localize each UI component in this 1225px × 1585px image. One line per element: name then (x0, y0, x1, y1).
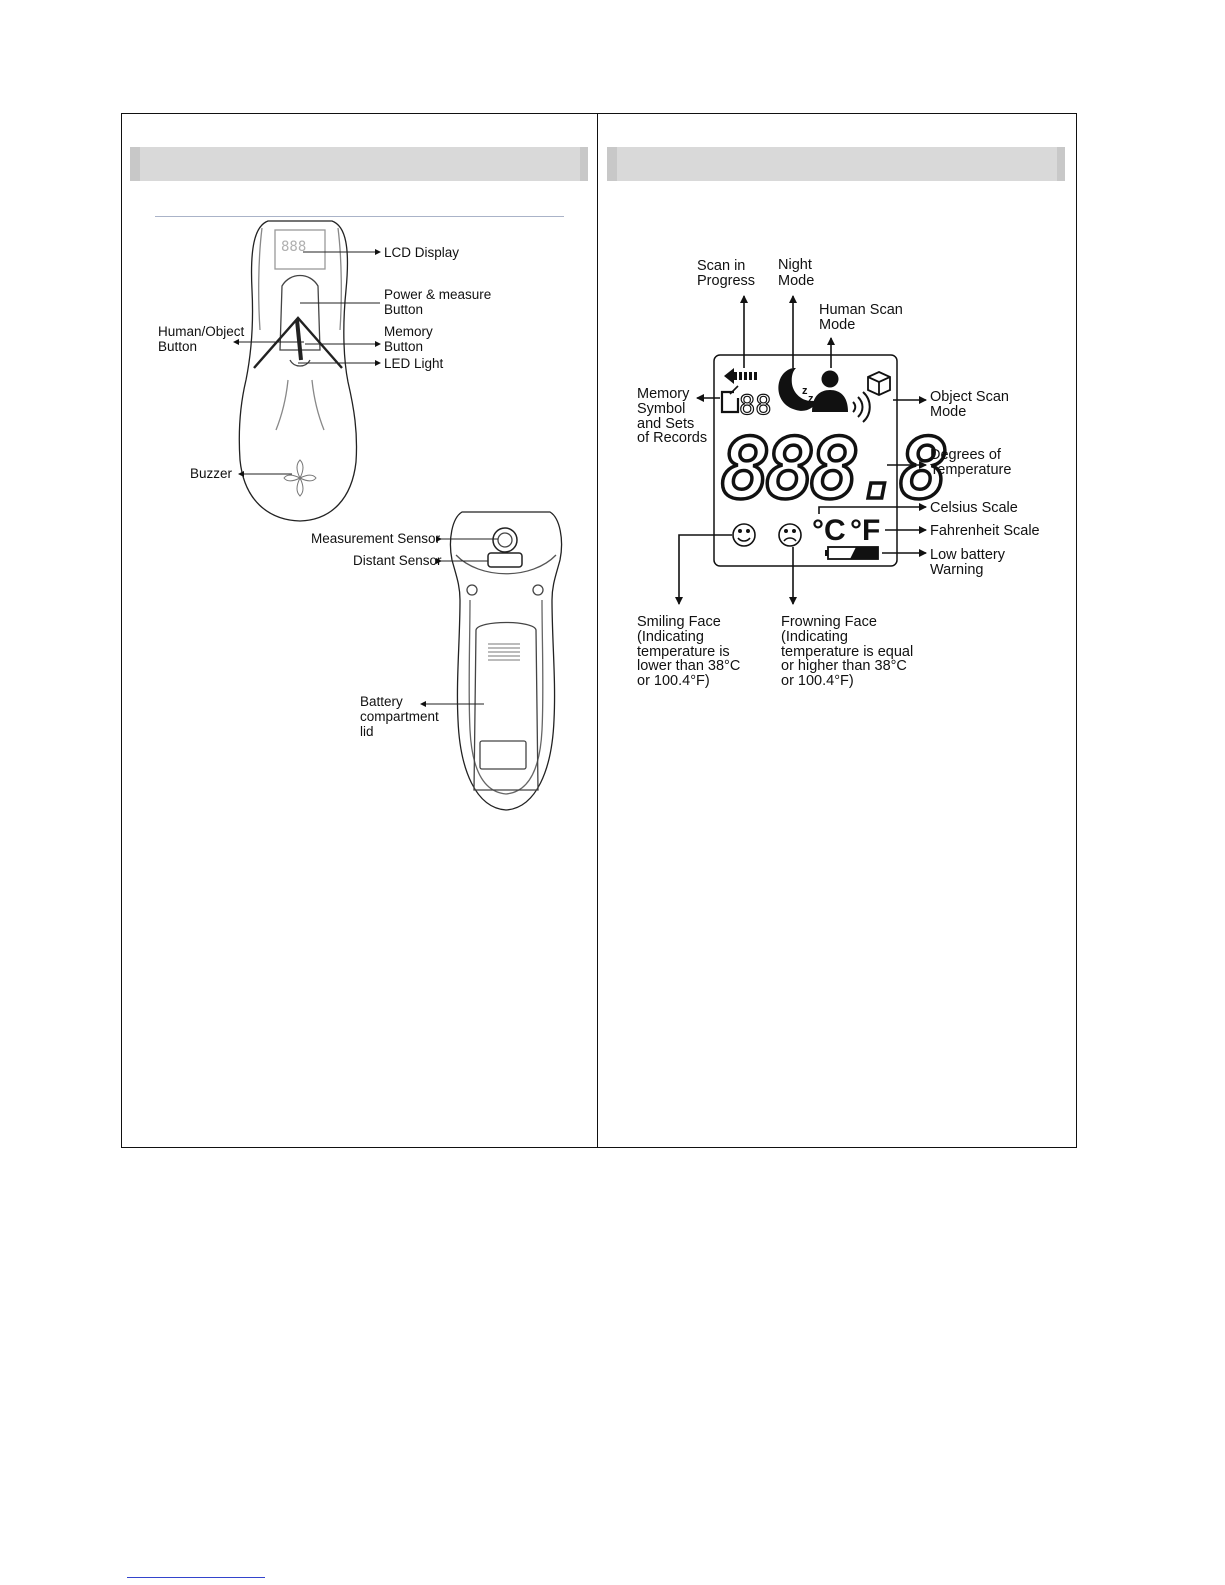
battery-lid-label-line1: Battery (360, 694, 403, 709)
led-light-label: LED Light (384, 356, 444, 371)
buzzer-icon (284, 460, 316, 496)
celsius-symbol: °C (812, 514, 846, 547)
measurement-sensor-label: Measurement Sensor (311, 531, 441, 546)
memory-button-label-line1: Memory (384, 324, 433, 339)
memory-symbol-label-line1: Memory (637, 386, 690, 402)
fahrenheit-scale-label: Fahrenheit Scale (930, 523, 1040, 539)
human-object-label-line1: Human/Object (158, 324, 245, 339)
memory-record-digits: 88 (739, 390, 772, 421)
frowning-face-icon (779, 524, 801, 546)
smiling-face-label-line5: or 100.4°F) (637, 673, 710, 689)
object-scan-label-line1: Object Scan (930, 389, 1009, 405)
frowning-face-label-line1: Frowning Face (781, 614, 877, 630)
temperature-digits: 888.8 (720, 420, 943, 518)
vent-grille-icon (488, 644, 520, 660)
scan-progress-icon (724, 368, 757, 384)
low-battery-icon (825, 547, 878, 559)
night-mode-label-line2: Mode (778, 273, 815, 289)
smiling-face-label-line3: temperature is (637, 644, 730, 660)
frowning-face-label-line5: or 100.4°F) (781, 673, 854, 689)
power-measure-label-line1: Power & measure (384, 287, 492, 302)
thermometer-back-view (450, 512, 561, 810)
left-callout-lines (234, 252, 380, 474)
smiling-face-icon (733, 524, 755, 546)
degrees-label-line2: Temperature (930, 462, 1012, 478)
low-battery-label-line2: Warning (930, 562, 984, 578)
human-scan-label-line1: Human Scan (819, 302, 903, 318)
power-measure-label-line2: Button (384, 302, 424, 317)
footer-link-underline (127, 1577, 265, 1578)
battery-lid-label-line3: lid (360, 724, 374, 739)
distant-sensor-label: Distant Sensor (353, 553, 442, 568)
object-scan-label-line2: Mode (930, 404, 967, 420)
memory-symbol-icon (722, 386, 738, 412)
celsius-scale-label: Celsius Scale (930, 500, 1018, 516)
night-mode-label-line1: Night (778, 257, 812, 273)
smiling-face-label-line4: lower than 38°C (637, 658, 741, 674)
scan-progress-label-line2: Progress (697, 273, 756, 289)
lcd-display-label: LCD Display (384, 245, 460, 260)
device-lcd-digits: 888 (281, 239, 307, 255)
degrees-label-line1: Degrees of (930, 447, 1001, 463)
human-scan-person-icon (812, 371, 848, 413)
low-battery-label-line1: Low battery (930, 547, 1005, 563)
frowning-face-label-line4: or higher than 38°C (781, 658, 907, 674)
buzzer-label: Buzzer (190, 466, 233, 481)
frowning-face-label-line2: (Indicating (781, 629, 848, 645)
smiling-face-label-line1: Smiling Face (637, 614, 721, 630)
fahrenheit-symbol: °F (850, 514, 881, 547)
signal-waves-icon (853, 392, 870, 422)
human-scan-label-line2: Mode (819, 317, 856, 333)
memory-symbol-label-line2: Symbol (637, 401, 686, 417)
memory-symbol-label-line4: of Records (637, 430, 708, 446)
scan-progress-label-line1: Scan in (697, 258, 746, 274)
smiling-face-label-line2: (Indicating (637, 629, 704, 645)
object-scan-cube-icon (868, 372, 890, 395)
frowning-face-label-line3: temperature is equal (781, 644, 914, 660)
thermometer-front-view (239, 221, 356, 521)
battery-lid-label-line2: compartment (360, 709, 439, 724)
memory-button-label-line2: Button (384, 339, 424, 354)
night-zz-glyph-1: z (802, 385, 808, 397)
night-zz-glyph-2: z (808, 393, 814, 405)
human-object-label-line2: Button (158, 339, 198, 354)
memory-symbol-label-line3: and Sets (637, 416, 695, 432)
